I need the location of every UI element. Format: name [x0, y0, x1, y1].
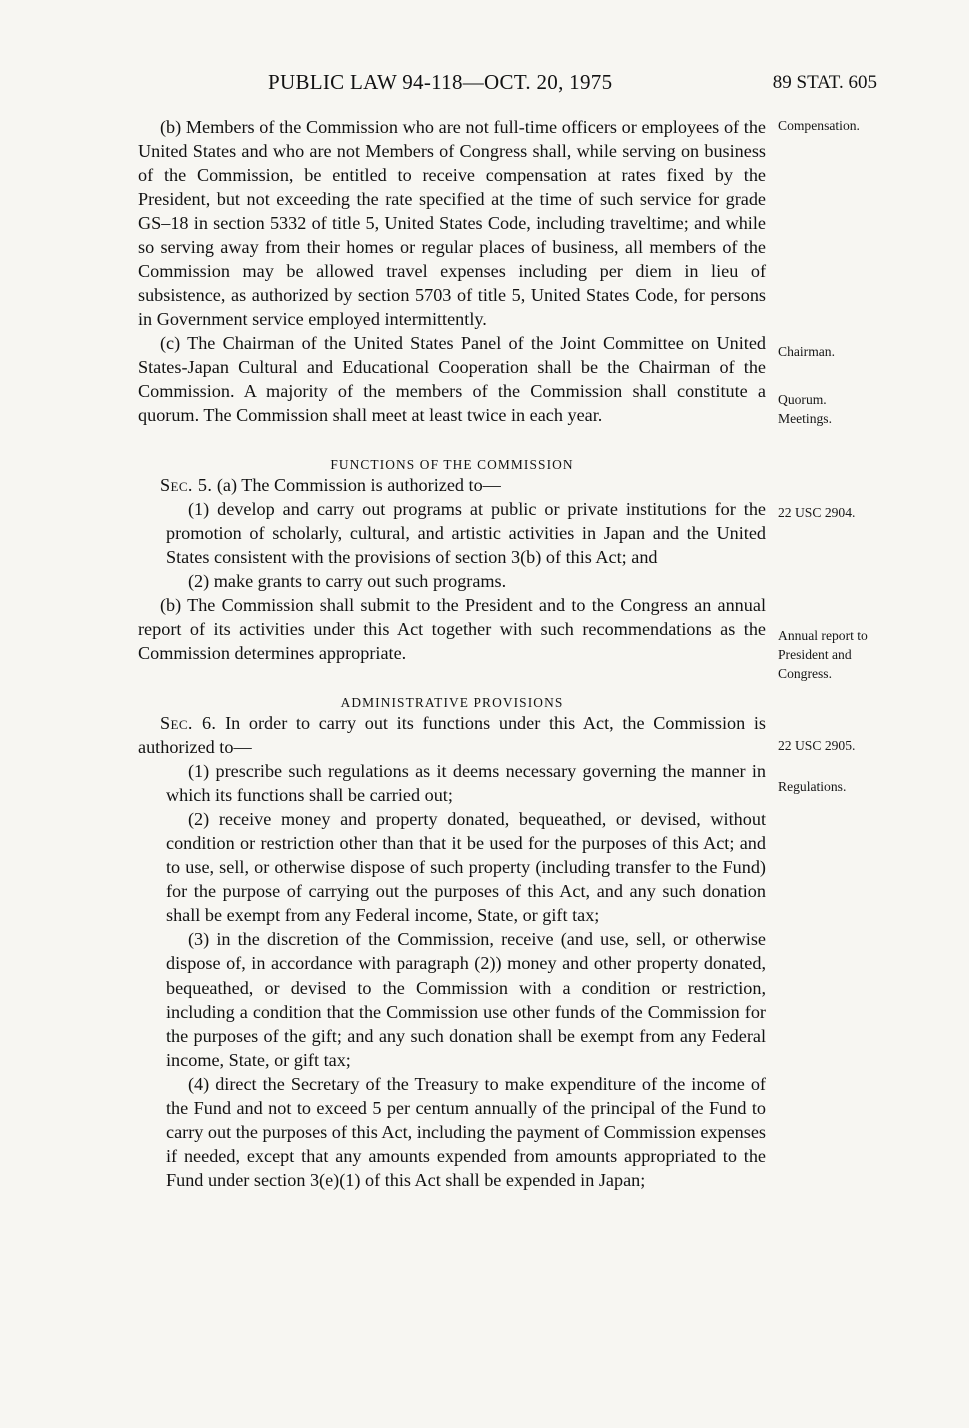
section-5-a-1: (1) develop and carry out programs at public or private institutions for the promotion of scholarly, cultural, and artistic activities in Japan and the United States consistent with the provisions of section 3(b) of this Act; and — [166, 499, 766, 568]
heading-administrative-provisions: ADMINISTRATIVE PROVISIONS — [340, 695, 564, 711]
section-6-item-2: (2) receive money and property donated, bequeathed, or devised, without condition or restriction other than that it be used for the purposes of this Act; and to use, sell, or otherwise dispose of such property (including transfer to the Fund) for the purpose of carrying out the purposes of this Act, and any such donation shall be exempt from any Federal income, State, or gift tax; — [166, 809, 766, 926]
margin-note-regulations: Regulations. — [778, 779, 847, 794]
scan-bleed-artifact — [370, 18, 550, 35]
section-5-a-text: (a) The Commission is authorized to— — [216, 475, 501, 496]
margin-note-usc-2904: 22 USC 2904. — [778, 505, 856, 520]
section-6-item-1: (1) prescribe such regulations as it deems necessary governing the manner in which its functions shall be carried out; — [166, 761, 766, 806]
margin-note-compensation: Compensation. — [778, 118, 860, 133]
paragraph-b: (b) Members of the Commission who are not full-time officers or employees of the United States and who are not Members of Congress shall, while serving on business of the Commission, be entitled to receive compensation at rates fixed by the President, but not exceeding the rate specified at the time of such service for grade GS–18 in section 5332 of title 5, United States Code, including traveltime; and while so serving away from their homes or regular places of business, all members of the Commission may be allowed travel expenses including per diem in lieu of subsistence, as authorized by section 5703 of title 5, United States Code, for persons in Government service employed intermittently. — [138, 117, 766, 330]
section-6-item-4: (4) direct the Secretary of the Treasury to make expenditure of the income of the Fund and not to exceed 5 per centum annually of the principal of the Fund to carry out the purposes of this Act, including the payment of Commission expenses if needed, except that any amounts expended from amounts appropriated to the Fund under section 3(e)(1) of this Act shall be expended in Japan; — [166, 1073, 766, 1190]
margin-note-meetings: Meetings. — [778, 411, 832, 426]
margin-note-annual-report-line2: President and — [778, 647, 852, 662]
statute-citation: 89 STAT. 605 — [772, 72, 877, 93]
section-5-a — [138, 473, 766, 497]
page-header — [0, 70, 969, 96]
section-5-label: Sec. 5. — [160, 475, 213, 496]
heading-functions-of-the-commission: FUNCTIONS OF THE COMMISSION — [330, 457, 574, 473]
section-6-label: Sec. 6. — [160, 713, 217, 734]
main-text-column — [138, 115, 766, 1192]
margin-note-annual-report-line3: Congress. — [778, 666, 832, 681]
paragraph-c: (c) The Chairman of the United States Panel of the Joint Committee on United States-Japan Cultural and Educational Cooperation shall be the Chairman of the Commission. A majority of the members of the Commission shall constitute a quorum. The Commission shall meet at least twice in each year. — [138, 333, 766, 426]
margin-note-annual-report-line1: Annual report to — [778, 628, 868, 643]
margin-note-quorum: Quorum. — [778, 392, 827, 407]
section-6-intro-text: In order to carry out its functions under this Act, the Commission is authorized to— — [138, 713, 767, 758]
margin-note-usc-2905: 22 USC 2905. — [778, 738, 856, 753]
section-6-item-3: (3) in the discretion of the Commission, receive (and use, sell, or otherwise dispose of, in accordance with paragraph (2)) money and other property donated, bequeathed, or devised to the Commission with a condition or restriction, including a condition that the Commission use other funds of the Commission for the purposes of the gift; and any such donation shall be exempt from any Federal income, State, or gift tax; — [166, 929, 766, 1070]
section-6-intro — [138, 711, 766, 759]
section-5-b: (b) The Commission shall submit to the President and to the Congress an annual report of its activities under this Act together with such recommendations as the Commission determines appropriate. — [138, 595, 766, 664]
running-title: PUBLIC LAW 94-118—OCT. 20, 1975 — [268, 70, 613, 94]
margin-note-chairman: Chairman. — [778, 344, 836, 359]
section-5-a-2: (2) make grants to carry out such programs. — [188, 571, 507, 592]
